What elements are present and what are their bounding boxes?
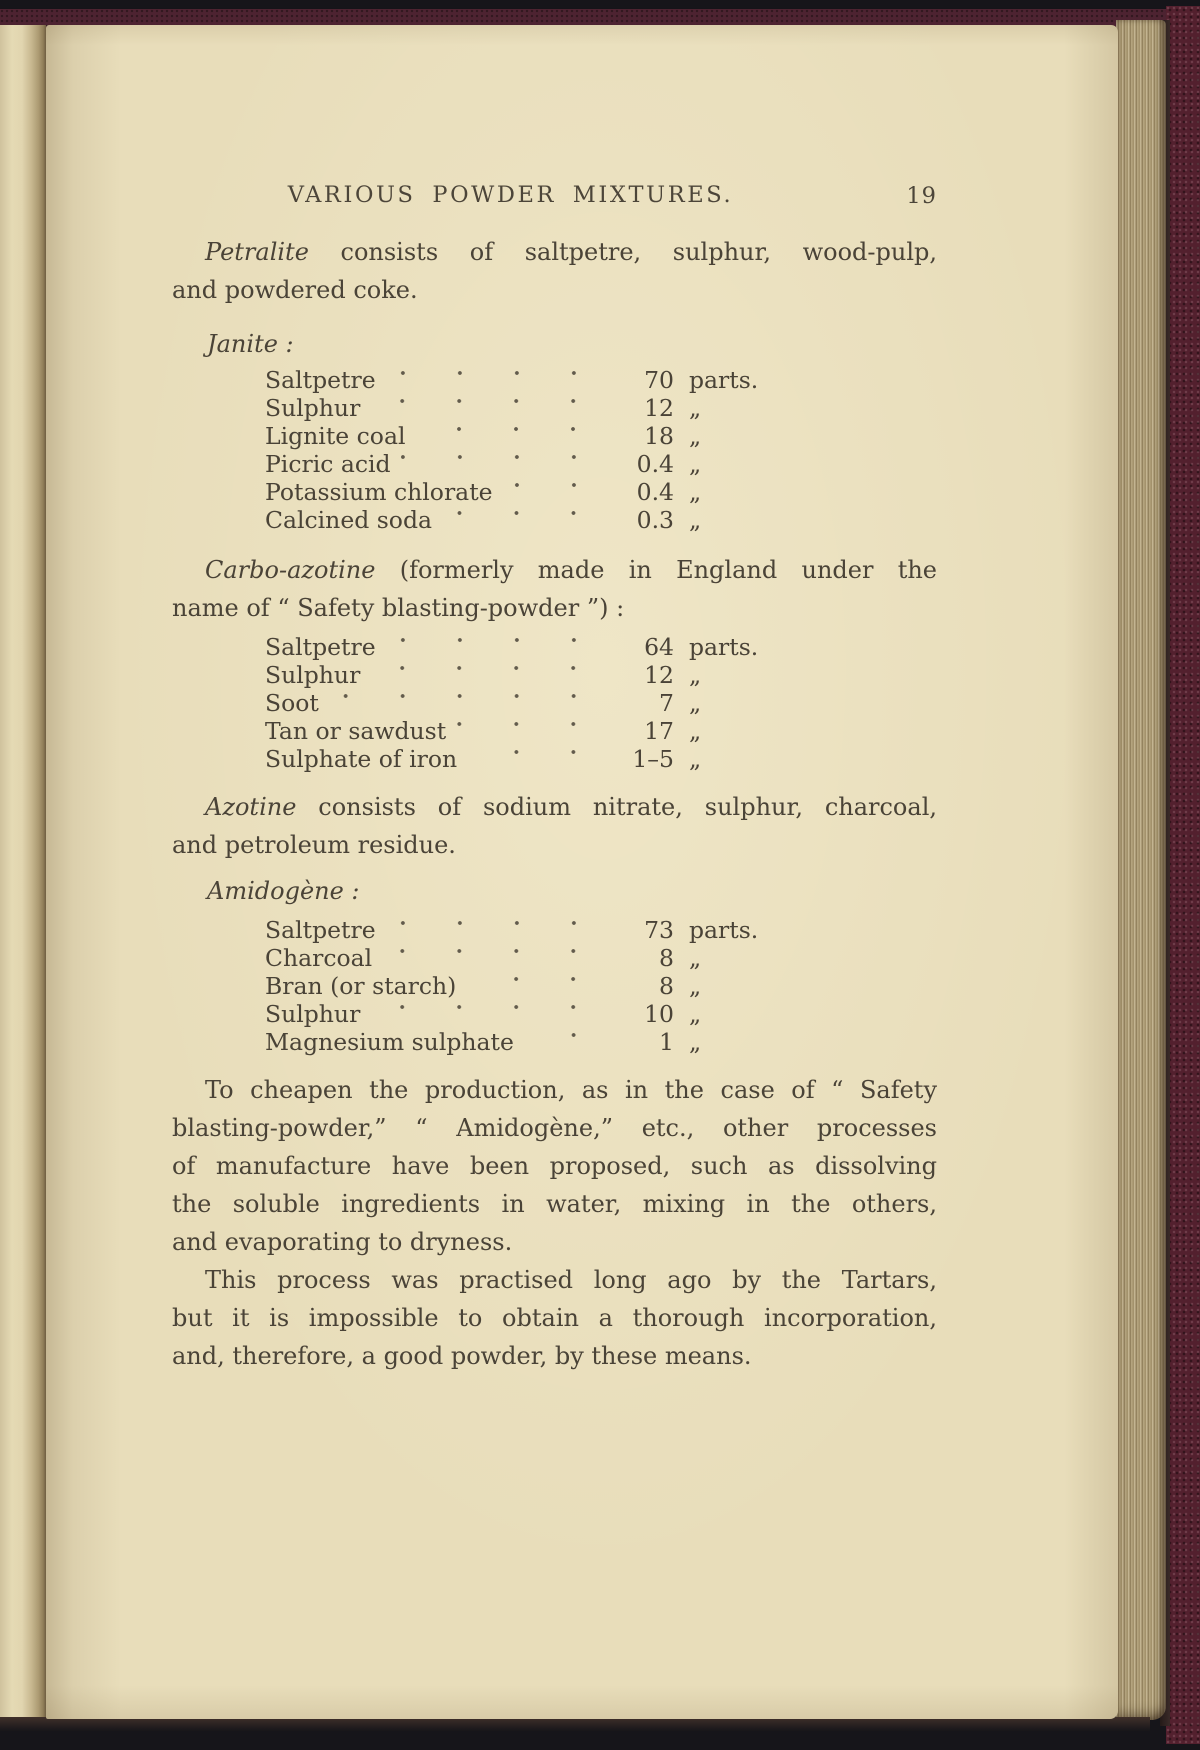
ingredient-unit: „ [689, 394, 702, 422]
ingredient-value: 7 [659, 689, 674, 717]
paragraph-cheapen [172, 1071, 937, 1261]
ingredient-unit: „ [689, 422, 702, 450]
ingredient-value: 10 [644, 1000, 674, 1028]
dot-leader [503, 478, 604, 506]
facing-page-curl [0, 25, 46, 1722]
ingredient-label: Tan or sawdust [265, 717, 447, 745]
dot-leader [382, 944, 604, 972]
ingredient-unit: „ [689, 661, 702, 689]
ingredient-unit: „ [689, 745, 702, 773]
ingredient-row [172, 916, 784, 944]
paragraph-tartars [172, 1261, 937, 1375]
ingredient-unit: „ [689, 478, 702, 506]
dot-leader [386, 916, 604, 944]
ingredient-value: 0.4 [636, 450, 674, 478]
paragraph-azotine [172, 788, 937, 864]
text-line: but it is impossible to obtain a thorough incorporation, [172, 1304, 937, 1332]
ingredient-row [172, 717, 784, 745]
amidogene-ingredient-table [172, 916, 937, 1056]
ingredient-label: Potassium chlorate [265, 478, 493, 506]
dot-leader [370, 661, 604, 689]
running-header [172, 182, 937, 214]
ingredient-row [172, 661, 784, 689]
paragraph-carbo-azotine [172, 551, 937, 627]
text-line: and petroleum residue. [172, 831, 456, 859]
ingredient-row [172, 1000, 784, 1028]
text-line: the soluble ingredients in water, mixing in the others, [172, 1190, 937, 1218]
ingredient-row [172, 366, 784, 394]
ingredient-value: 70 [644, 366, 674, 394]
ingredient-unit: „ [689, 944, 702, 972]
book-page [46, 25, 1118, 1719]
text-line: name of “ Safety blasting-powder ”) : [172, 594, 625, 622]
book-cover-right-edge [1166, 6, 1200, 1744]
ingredient-row [172, 1028, 784, 1056]
ingredient-value: 8 [659, 972, 674, 1000]
text-line [172, 551, 937, 589]
ingredient-unit: parts. [689, 366, 759, 394]
ingredient-label: Charcoal [265, 944, 373, 972]
running-header-title: VARIOUS POWDER MIXTURES. [287, 182, 734, 208]
mixture-name-carbo-azotine: Carbo-azotine [205, 556, 376, 584]
text-line [172, 233, 937, 271]
ingredient-value: 0.3 [636, 506, 674, 534]
ingredient-row [172, 689, 784, 717]
ingredient-value: 8 [659, 944, 674, 972]
ingredient-unit: „ [689, 689, 702, 717]
ingredient-row [172, 422, 784, 450]
dot-leader [456, 717, 604, 745]
text-run: consists of sodium nitrate, sulphur, charcoal, [296, 793, 937, 821]
ingredient-value: 18 [644, 422, 674, 450]
text-line: and evaporating to dryness. [172, 1228, 513, 1256]
ingredient-label: Bran (or starch) [265, 972, 457, 1000]
ingredient-unit: „ [689, 1000, 702, 1028]
page-stack-fore-edge [1116, 20, 1166, 1720]
page-content [172, 182, 937, 1375]
text-line [172, 788, 937, 826]
mixture-name-azotine: Azotine [205, 793, 297, 821]
dot-leader [415, 422, 604, 450]
ingredient-unit: „ [689, 506, 702, 534]
ingredient-row [172, 633, 784, 661]
ingredient-value: 64 [644, 633, 674, 661]
dot-leader [329, 689, 604, 717]
ingredient-value: 73 [644, 916, 674, 944]
dot-leader [466, 972, 604, 1000]
heading-janite: Janite : [207, 330, 294, 358]
ingredient-label: Sulphur [265, 661, 361, 689]
ingredient-value: 0.4 [636, 478, 674, 506]
ingredient-unit: „ [689, 972, 702, 1000]
ingredient-value: 17 [644, 717, 674, 745]
ingredient-label: Saltpetre [265, 633, 376, 661]
ingredient-row [172, 944, 784, 972]
ingredient-label: Saltpetre [265, 916, 376, 944]
mixture-name-petralite: Petralite [205, 238, 309, 266]
ingredient-unit: „ [689, 1028, 702, 1056]
dot-leader [401, 450, 604, 478]
ingredient-unit: „ [689, 717, 702, 745]
text-run: consists of saltpetre, sulphur, wood-pulp, [308, 238, 937, 266]
text-line: This process was practised long ago by the Tartars, [205, 1266, 937, 1294]
ingredient-unit: parts. [689, 633, 759, 661]
ingredient-row [172, 394, 784, 422]
ingredient-unit: parts. [689, 916, 759, 944]
ingredient-value: 1–5 [632, 745, 674, 773]
ingredient-label: Magnesium sulphate [265, 1028, 514, 1056]
dot-leader [442, 506, 604, 534]
ingredient-value: 12 [644, 394, 674, 422]
heading-amidogene: Amidogène : [207, 877, 360, 905]
ingredient-label: Calcined soda [265, 506, 433, 534]
ingredient-label: Sulphur [265, 394, 361, 422]
text-line: To cheapen the production, as in the case of “ Safety [205, 1076, 937, 1104]
ingredient-row [172, 478, 784, 506]
ingredient-unit: „ [689, 450, 702, 478]
ingredient-label: Soot [265, 689, 319, 717]
ingredient-label: Picric acid [265, 450, 391, 478]
text-line: blasting-powder,” “ Amidogène,” etc., other processes [172, 1114, 937, 1142]
ingredient-value: 12 [644, 661, 674, 689]
ingredient-label: Sulphate of iron [265, 745, 458, 773]
dot-leader [370, 1000, 604, 1028]
carbo-azotine-ingredient-table [172, 633, 937, 773]
dot-leader [386, 366, 604, 394]
text-line: and powdered coke. [172, 276, 418, 304]
text-line: of manufacture have been proposed, such as dissolving [172, 1152, 937, 1180]
ingredient-row [172, 506, 784, 534]
page-number: 19 [906, 183, 937, 209]
dot-leader [370, 394, 604, 422]
dot-leader [386, 633, 604, 661]
paragraph-petralite [172, 233, 937, 309]
bottom-page-shadow [0, 1717, 1150, 1731]
text-line: and, therefore, a good powder, by these means. [172, 1342, 752, 1370]
ingredient-label: Lignite coal [265, 422, 406, 450]
ingredient-label: Saltpetre [265, 366, 376, 394]
text-run: (formerly made in England under the [375, 556, 937, 584]
ingredient-label: Sulphur [265, 1000, 361, 1028]
dot-leader [467, 745, 604, 773]
dot-leader [524, 1028, 604, 1056]
ingredient-row [172, 745, 784, 773]
janite-ingredient-table [172, 366, 937, 534]
ingredient-value: 1 [659, 1028, 674, 1056]
ingredient-row [172, 972, 784, 1000]
ingredient-row [172, 450, 784, 478]
